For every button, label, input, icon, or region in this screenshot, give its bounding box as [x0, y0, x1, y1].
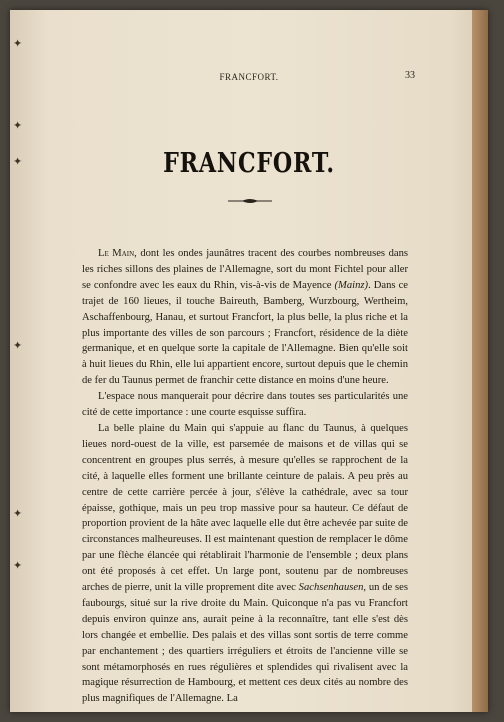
binding-hole-icon: ✦: [13, 38, 23, 50]
ornament-divider-icon: [228, 197, 272, 205]
paragraph-text: , un de ses faubourgs, situé sur la rive droite du Main. Quiconque n'a pas vu Francfort depuis environ quinze ans, aurait peine à la reconnaître, tant elle s'est dès lors changée et embellie. Des palais et des villas sont sortis de terre comme par enchantement ; des quartiers irréguliers et étroits de l'ancienne ville se sont métamorphosés en rues régulières et splendides qui rivalisent avec la magique résurrection de Hambourg, et mettent ces deux cités au nombre des plus magnifiques de l'Allemagne. La: [82, 582, 408, 705]
running-head: FRANCFORT.: [219, 72, 279, 82]
emphasis: (Mainz): [334, 279, 369, 291]
body-text: [82, 246, 408, 707]
binding-hole-icon: ✦: [13, 156, 23, 168]
paragraph: L'espace nous manquerait pour décrire dans toutes ses particularités une cité de cette importance : une courte esquisse suffira.: [82, 391, 408, 419]
paragraph-text: . Dans ce trajet de 160 lieues, il touche Baireuth, Bamberg, Wurzbourg, Wertheim, Aschaffenbourg, Hanau, et surtout Francfort, la plus belle, la plus riche et la plus importante des villes de son parcours ; Francfort, résidence de la diète germanique, et en quelque sorte la capitale de l'Allemagne. Bien qu'elle soit à huit lieues du Rhin, elle lui appartient encore, surtout depuis que le chemin de fer du Taunus permet de franchir cette distance en moins d'une heure.: [82, 279, 408, 387]
book-page: [10, 10, 488, 712]
paragraph-text: La belle plaine du Main qui s'appuie au flanc du Taunus, à quelques lieues nord-ouest de la ville, est parsemée de maisons et de villas qui se concentrent en groupes plus serrés, à mesure qu'elles se rapprochent de la cité, à laquelle elles forment une brillante ceinture de palais. A peu près au centre de cette carrière percée à jour, s'élève la cathédrale, avec sa tour épaisse, gothique, mais un peu trop massive pour sa hauteur. Ce défaut de proportion provient de la hâte avec laquelle elle dut être achevée par suite de circonstances malheureuses. Il est maintenant question de remplacer le dôme par une flèche élancée qui rétablirait l'harmonie de l'ensemble ; deux plans ont été proposés à cet effet. Un large pont, soutenu par de nombreuses arches de pierre, unit la ville proprement dite avec: [82, 422, 408, 594]
paragraph: [82, 246, 408, 389]
lead-in: Le Main: [98, 248, 135, 259]
binding-hole-icon: ✦: [13, 340, 23, 352]
binding-hole-icon: ✦: [13, 508, 23, 520]
paragraph-text: , dont les ondes jaunâtres tracent des courbes nombreuses dans les riches sillons des plaines de l'Allemagne, sort du mont Fichtel pour aller se confondre avec les eaux du Rhin, vis-à-vis de Mayence: [82, 248, 408, 291]
emphasis: Sachsenhausen: [298, 582, 364, 594]
page-number: 33: [405, 70, 415, 81]
binding-holes: [13, 10, 23, 712]
page-edge: [472, 10, 488, 712]
binding-hole-icon: ✦: [13, 560, 23, 572]
chapter-title: FRANCFORT.: [163, 148, 335, 179]
paragraph: [82, 421, 408, 707]
binding-hole-icon: ✦: [13, 120, 23, 132]
